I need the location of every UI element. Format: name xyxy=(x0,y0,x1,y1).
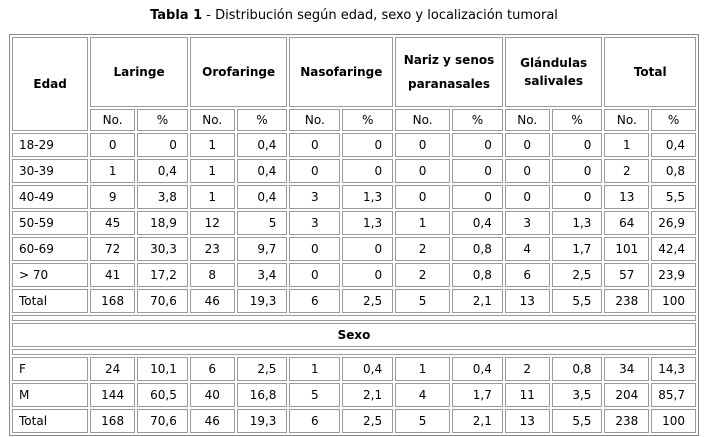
table-cell: 0 xyxy=(137,133,188,157)
table-cell: 5 xyxy=(289,383,340,407)
table-cell: 2,5 xyxy=(342,289,393,313)
table-cell: 5,5 xyxy=(651,185,696,209)
table-cell: 19,3 xyxy=(237,289,288,313)
caption-text: - Distribución según edad, sexo y localización tumoral xyxy=(202,8,558,23)
row-label: 60-69 xyxy=(12,237,88,261)
subheader-row xyxy=(12,109,696,131)
table-cell: 101 xyxy=(604,237,649,261)
table-cell: 9,7 xyxy=(237,237,288,261)
age-row xyxy=(12,185,696,209)
table-cell: 5,5 xyxy=(552,289,603,313)
table-cell: 17,2 xyxy=(137,263,188,287)
subheader-no: No. xyxy=(505,109,550,131)
age-row xyxy=(12,289,696,313)
table-cell: 2 xyxy=(395,237,450,261)
age-row xyxy=(12,263,696,287)
table-cell: 0 xyxy=(395,133,450,157)
subheader-no: No. xyxy=(395,109,450,131)
table-cell: 1 xyxy=(190,185,235,209)
table-cell: 1 xyxy=(90,159,135,183)
table-cell: 0,4 xyxy=(651,133,696,157)
table-cell: 0 xyxy=(90,133,135,157)
subheader-pct: % xyxy=(237,109,288,131)
table-cell: 0 xyxy=(552,185,603,209)
subheader-pct: % xyxy=(452,109,503,131)
row-label: Total xyxy=(12,289,88,313)
table-cell: 0 xyxy=(505,185,550,209)
row-label: 30-39 xyxy=(12,159,88,183)
table-cell: 0 xyxy=(342,159,393,183)
table-cell: 2,1 xyxy=(452,409,503,433)
table-cell: 3,8 xyxy=(137,185,188,209)
table-cell: 5 xyxy=(395,289,450,313)
table-cell: 6 xyxy=(505,263,550,287)
spacer-cell xyxy=(12,315,696,321)
table-cell: 0 xyxy=(289,159,340,183)
table-cell: 0,8 xyxy=(651,159,696,183)
table-cell: 40 xyxy=(190,383,235,407)
age-row xyxy=(12,211,696,235)
subheader-no: No. xyxy=(289,109,340,131)
table-cell: 0,4 xyxy=(237,185,288,209)
header-glandulas: Glándulas salivales xyxy=(505,37,603,107)
subheader-pct: % xyxy=(342,109,393,131)
table-cell: 1,3 xyxy=(552,211,603,235)
table-cell: 0 xyxy=(505,159,550,183)
table-cell: 11 xyxy=(505,383,550,407)
table-cell: 0,4 xyxy=(452,211,503,235)
table-cell: 1,3 xyxy=(342,185,393,209)
table-cell: 1,3 xyxy=(342,211,393,235)
subheader-pct: % xyxy=(137,109,188,131)
header-laringe: Laringe xyxy=(90,37,188,107)
subheader-no: No. xyxy=(90,109,135,131)
table-cell: 0 xyxy=(552,133,603,157)
table-cell: 70,6 xyxy=(137,289,188,313)
table-cell: 0 xyxy=(342,263,393,287)
table-cell: 0 xyxy=(289,133,340,157)
row-label: F xyxy=(12,357,88,381)
table-cell: 144 xyxy=(90,383,135,407)
row-label: M xyxy=(12,383,88,407)
table-cell: 23 xyxy=(190,237,235,261)
table-cell: 1 xyxy=(190,159,235,183)
table-cell: 1 xyxy=(395,357,450,381)
table-number: Tabla 1 xyxy=(150,8,203,23)
table-cell: 0,4 xyxy=(342,357,393,381)
table-cell: 3 xyxy=(505,211,550,235)
table-cell: 1 xyxy=(190,133,235,157)
table-cell: 16,8 xyxy=(237,383,288,407)
table-cell: 3,5 xyxy=(552,383,603,407)
table-cell: 0,4 xyxy=(237,133,288,157)
table-cell: 19,3 xyxy=(237,409,288,433)
table-cell: 1 xyxy=(289,357,340,381)
table-cell: 204 xyxy=(604,383,649,407)
table-cell: 1,7 xyxy=(452,383,503,407)
table-cell: 23,9 xyxy=(651,263,696,287)
header-total: Total xyxy=(604,37,696,107)
table-cell: 3,4 xyxy=(237,263,288,287)
spacer-row xyxy=(12,315,696,321)
table-cell: 2,5 xyxy=(237,357,288,381)
spacer-cell xyxy=(12,349,696,355)
table-cell: 0,4 xyxy=(237,159,288,183)
table-cell: 24 xyxy=(90,357,135,381)
row-label: 50-59 xyxy=(12,211,88,235)
table-cell: 8 xyxy=(190,263,235,287)
table-cell: 5,5 xyxy=(552,409,603,433)
table-cell: 46 xyxy=(190,409,235,433)
table-cell: 0 xyxy=(289,263,340,287)
table-cell: 5 xyxy=(237,211,288,235)
table-cell: 14,3 xyxy=(651,357,696,381)
sex-row xyxy=(12,409,696,433)
subheader-pct: % xyxy=(651,109,696,131)
header-row xyxy=(12,37,696,107)
row-label: > 70 xyxy=(12,263,88,287)
table-cell: 85,7 xyxy=(651,383,696,407)
table-cell: 0 xyxy=(289,237,340,261)
table-cell: 18,9 xyxy=(137,211,188,235)
table-cell: 2 xyxy=(395,263,450,287)
age-row xyxy=(12,133,696,157)
table-cell: 2,1 xyxy=(452,289,503,313)
table-cell: 5 xyxy=(395,409,450,433)
table-caption xyxy=(0,8,708,23)
section-title: Sexo xyxy=(12,323,696,347)
table-cell: 238 xyxy=(604,289,649,313)
age-row xyxy=(12,159,696,183)
table-cell: 41 xyxy=(90,263,135,287)
table-cell: 2,5 xyxy=(552,263,603,287)
table-cell: 2,5 xyxy=(342,409,393,433)
table-cell: 0 xyxy=(342,133,393,157)
table-cell: 70,6 xyxy=(137,409,188,433)
data-table xyxy=(9,34,699,436)
row-label: Total xyxy=(12,409,88,433)
table-cell: 0,8 xyxy=(452,263,503,287)
table-cell: 6 xyxy=(289,409,340,433)
table-cell: 45 xyxy=(90,211,135,235)
header-edad: Edad xyxy=(12,37,88,131)
table-cell: 2 xyxy=(604,159,649,183)
table-cell: 64 xyxy=(604,211,649,235)
table-cell: 9 xyxy=(90,185,135,209)
table-cell: 3 xyxy=(289,185,340,209)
table-cell: 13 xyxy=(505,289,550,313)
table-cell: 10,1 xyxy=(137,357,188,381)
table-cell: 2 xyxy=(505,357,550,381)
row-label: 40-49 xyxy=(12,185,88,209)
header-nasofaringe: Nasofaringe xyxy=(289,37,393,107)
section-row xyxy=(12,323,696,347)
table-cell: 0 xyxy=(452,185,503,209)
table-cell: 0 xyxy=(505,133,550,157)
table-cell: 57 xyxy=(604,263,649,287)
table-cell: 6 xyxy=(190,357,235,381)
header-nariz-senos: Nariz y senos paranasales xyxy=(395,37,503,107)
table-cell: 0,8 xyxy=(552,357,603,381)
table-cell: 0,4 xyxy=(137,159,188,183)
row-label: 18-29 xyxy=(12,133,88,157)
sex-row xyxy=(12,357,696,381)
table-cell: 238 xyxy=(604,409,649,433)
header-orofaringe: Orofaringe xyxy=(190,37,288,107)
subheader-no: No. xyxy=(190,109,235,131)
table-cell: 0,4 xyxy=(452,357,503,381)
subheader-no: No. xyxy=(604,109,649,131)
subheader-pct: % xyxy=(552,109,603,131)
table-cell: 6 xyxy=(289,289,340,313)
table-cell: 1 xyxy=(604,133,649,157)
table-cell: 0 xyxy=(452,159,503,183)
table-cell: 100 xyxy=(651,289,696,313)
table-cell: 46 xyxy=(190,289,235,313)
age-row xyxy=(12,237,696,261)
table-cell: 13 xyxy=(604,185,649,209)
table-cell: 4 xyxy=(395,383,450,407)
table-cell: 0 xyxy=(395,159,450,183)
table-cell: 168 xyxy=(90,409,135,433)
table-cell: 30,3 xyxy=(137,237,188,261)
table-cell: 168 xyxy=(90,289,135,313)
table-cell: 0 xyxy=(395,185,450,209)
table-cell: 42,4 xyxy=(651,237,696,261)
table-cell: 13 xyxy=(505,409,550,433)
table-cell: 1 xyxy=(395,211,450,235)
spacer-row xyxy=(12,349,696,355)
table-cell: 3 xyxy=(289,211,340,235)
table-cell: 4 xyxy=(505,237,550,261)
table-cell: 12 xyxy=(190,211,235,235)
table-cell: 2,1 xyxy=(342,383,393,407)
table-cell: 34 xyxy=(604,357,649,381)
table-cell: 0,8 xyxy=(452,237,503,261)
table-cell: 26,9 xyxy=(651,211,696,235)
table-cell: 0 xyxy=(342,237,393,261)
table-cell: 100 xyxy=(651,409,696,433)
table-cell: 72 xyxy=(90,237,135,261)
sex-row xyxy=(12,383,696,407)
table-cell: 0 xyxy=(452,133,503,157)
table-cell: 0 xyxy=(552,159,603,183)
table-cell: 60,5 xyxy=(137,383,188,407)
table-cell: 1,7 xyxy=(552,237,603,261)
